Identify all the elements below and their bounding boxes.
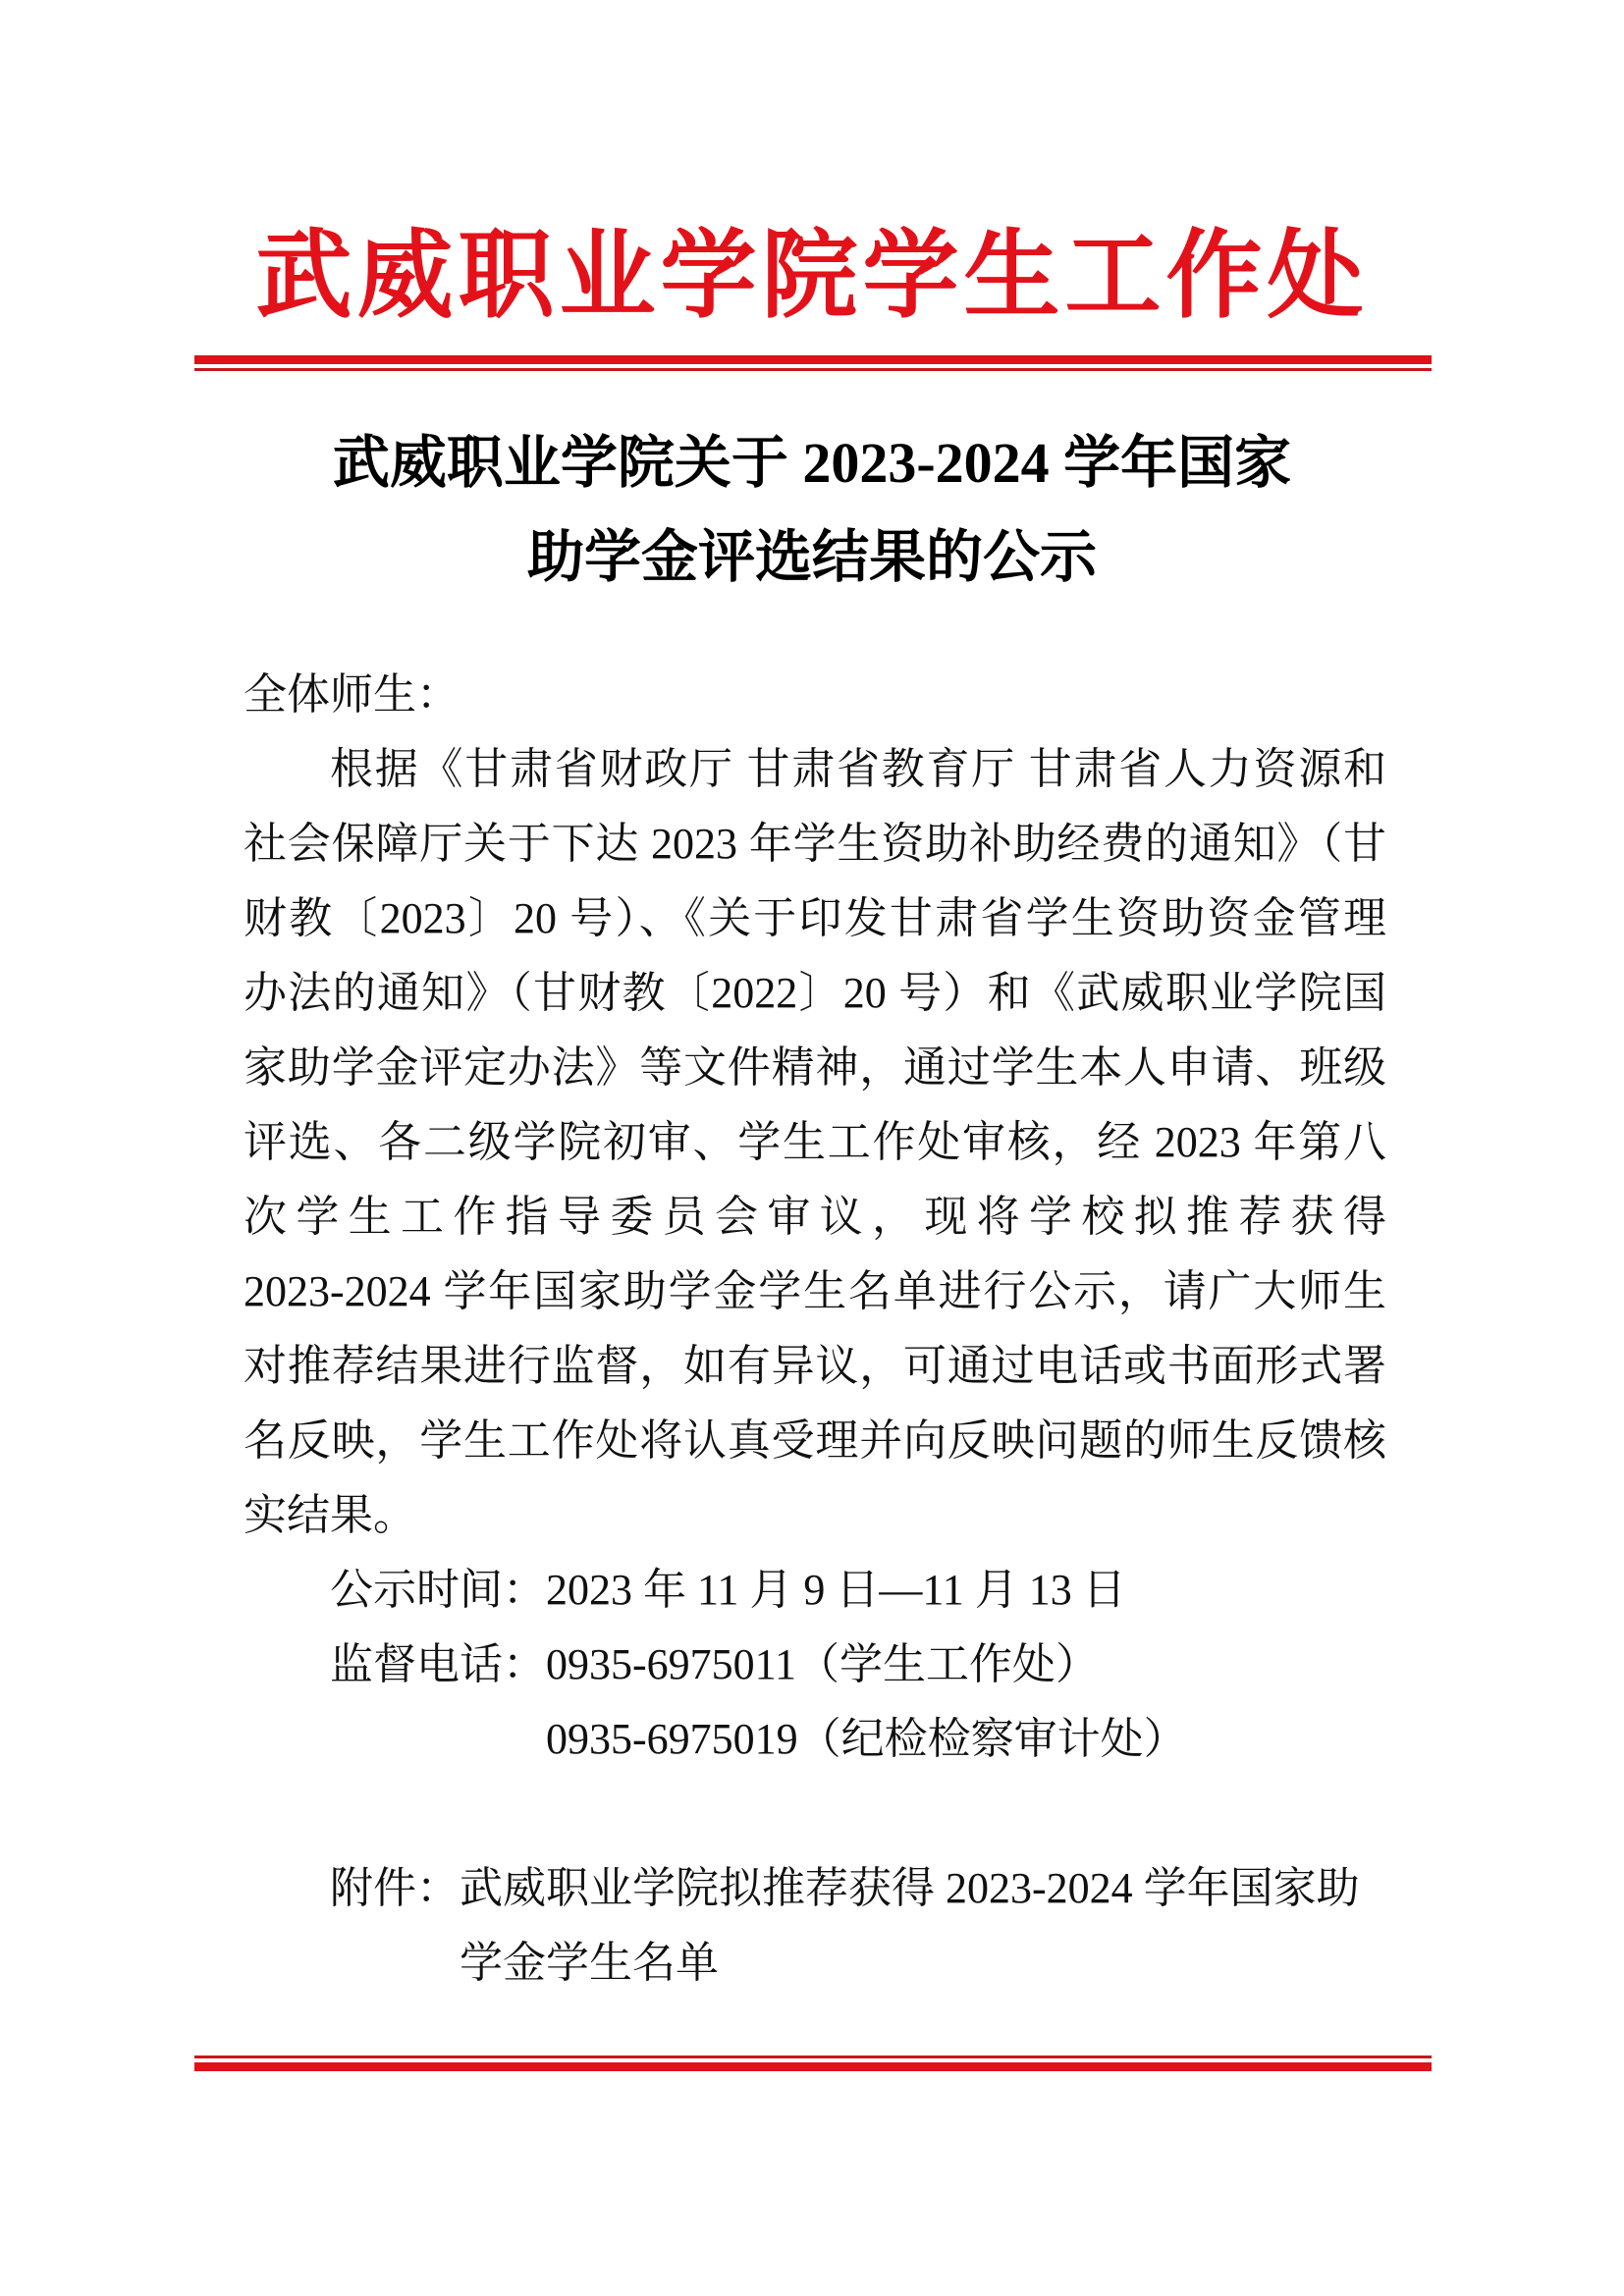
- paragraph-line: 根据《甘肃省财政厅 甘肃省教育厅 甘肃省人力资源和: [330, 745, 1386, 793]
- header-divider-thick-line: [194, 355, 1432, 364]
- paragraph-line: 家助学金评定办法》等文件精神，通过学生本人申请、班级: [244, 1043, 1386, 1092]
- paragraph-line: 社会保障厅关于下达 2023 年学生资助补助经费的通知》（甘: [244, 820, 1386, 868]
- header-divider-thin-line: [194, 368, 1432, 371]
- salutation-line: 全体师生：: [244, 670, 460, 719]
- document-title: [0, 416, 1624, 605]
- attachment-line-1: 附件：武威职业学院拟推荐获得 2023-2024 学年国家助: [330, 1864, 1360, 1912]
- paragraph-line: 对推荐结果进行监督，如有异议，可通过电话或书面形式署: [244, 1342, 1386, 1390]
- paragraph-line: 办法的通知》（甘财教〔2022〕20 号）和《武威职业学院国: [244, 969, 1386, 1017]
- document-title-line-1: 武威职业学院关于 2023-2024 学年国家: [332, 431, 1292, 495]
- document-title-line-2: 助学金评选结果的公示: [526, 525, 1097, 589]
- footer-divider: [194, 2056, 1432, 2071]
- phone-line-1: 监督电话：0935-6975011（学生工作处）: [330, 1640, 1100, 1688]
- phone-line-2: 0935-6975019（纪检检察审计处）: [546, 1715, 1187, 1763]
- document-body: [244, 658, 1386, 2001]
- paragraph-line: 次学生工作指导委员会审议，现将学校拟推荐获得: [244, 1193, 1386, 1241]
- blank-line: [244, 1777, 1386, 1851]
- header-divider: [194, 355, 1432, 371]
- paragraph-line: 评选、各二级学院初审、学生工作处审核，经 2023 年第八: [244, 1118, 1386, 1166]
- notice-time-line: 公示时间：2023 年 11 月 9 日—11 月 13 日: [330, 1566, 1126, 1614]
- footer-divider-thick-line: [194, 2062, 1432, 2071]
- paragraph-line: 名反映，学生工作处将认真受理并向反映问题的师生反馈核: [244, 1416, 1386, 1465]
- attachment-line-2: 学金学生名单: [460, 1939, 719, 1987]
- paragraph-last-line: 实结果。: [244, 1491, 416, 1539]
- paragraph-line: 财教〔2023〕20 号）、《关于印发甘肃省学生资助资金管理: [244, 894, 1386, 942]
- paragraph-line: 2023-2024 学年国家助学金学生名单进行公示，请广大师生: [244, 1267, 1386, 1315]
- masthead-title: 武威职业学院学生工作处: [255, 224, 1369, 330]
